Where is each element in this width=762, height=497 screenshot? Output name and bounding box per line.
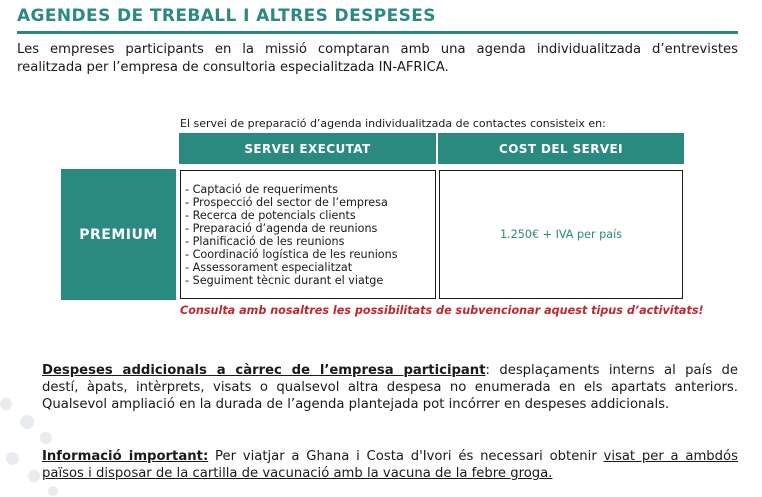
vaccination-requirement-text: països i disposar de la cartilla de vacunació amb la vacuna de la febre groga. — [42, 466, 553, 481]
decorative-dot — [28, 470, 40, 482]
paragraph-line — [42, 448, 738, 465]
paragraph-text: Per viatjar a Ghana i Costa d'Ivori és necessari obtenir — [208, 449, 604, 464]
package-label: PREMIUM — [61, 169, 176, 300]
important-info-paragraph — [42, 448, 738, 482]
list-item: - Seguiment tècnic durant el viatge — [185, 274, 384, 287]
intro-line: Les empreses participants en la missió comptaran amb una agenda individualitzada d’entrevistes — [17, 42, 738, 57]
additional-costs-paragraph — [42, 362, 738, 413]
list-item: - Recerca de potencials clients — [185, 209, 356, 222]
additional-costs-heading: Despeses addicionals a càrrec de l’empresa participant — [42, 363, 486, 378]
intro-line: realitzada per l’empresa de consultoria especialitzada IN-AFRICA. — [17, 60, 449, 75]
task-list — [185, 183, 398, 287]
service-intro: El servei de preparació d’agenda individualitzada de contactes consisteix en: — [180, 117, 606, 130]
decorative-dot — [0, 398, 12, 410]
paragraph-line — [42, 362, 738, 379]
list-item: - Captació de requeriments — [185, 183, 338, 196]
visa-requirement-text: visat per a ambdós — [603, 449, 738, 464]
price-value: 1.250€ + IVA per país — [499, 228, 623, 241]
subvention-note: Consulta amb nosaltres les possibilitats de subvencionar aquest tipus d’activitats! — [180, 304, 704, 317]
decorative-dot — [40, 432, 52, 444]
paragraph-line: Qualsevol ampliació en la durada de l’agenda plantejada pot incórrer en despeses addicionals. — [42, 397, 670, 412]
title-divider — [17, 31, 738, 34]
list-item: - Preparació d’agenda de reunions — [185, 222, 378, 235]
list-item: - Assessorament especialitzat — [185, 261, 353, 274]
important-info-heading: Informació important: — [42, 449, 209, 464]
column-header-service: SERVEI EXECUTAT — [179, 133, 436, 164]
section-title: AGENDES DE TREBALL I ALTRES DESPESES — [17, 6, 436, 26]
column-header-cost: COST DEL SERVEI — [438, 133, 684, 164]
decorative-dot — [6, 452, 19, 465]
list-item: - Planificació de les reunions — [185, 235, 345, 248]
list-item: - Coordinació logística de les reunions — [185, 248, 398, 261]
service-tasks-cell — [180, 170, 436, 299]
intro-paragraph — [17, 41, 738, 77]
list-item: - Prospecció del sector de l’empresa — [185, 196, 388, 209]
decorative-dot — [20, 415, 34, 429]
paragraph-text: : desplaçaments interns al país de — [485, 363, 738, 378]
service-cost-cell — [439, 170, 683, 299]
decorative-dot — [48, 486, 58, 496]
paragraph-line: destí, àpats, intèrprets, visats o qualsevol altra despesa no enumerada en els apartats anteriors. — [42, 380, 738, 395]
